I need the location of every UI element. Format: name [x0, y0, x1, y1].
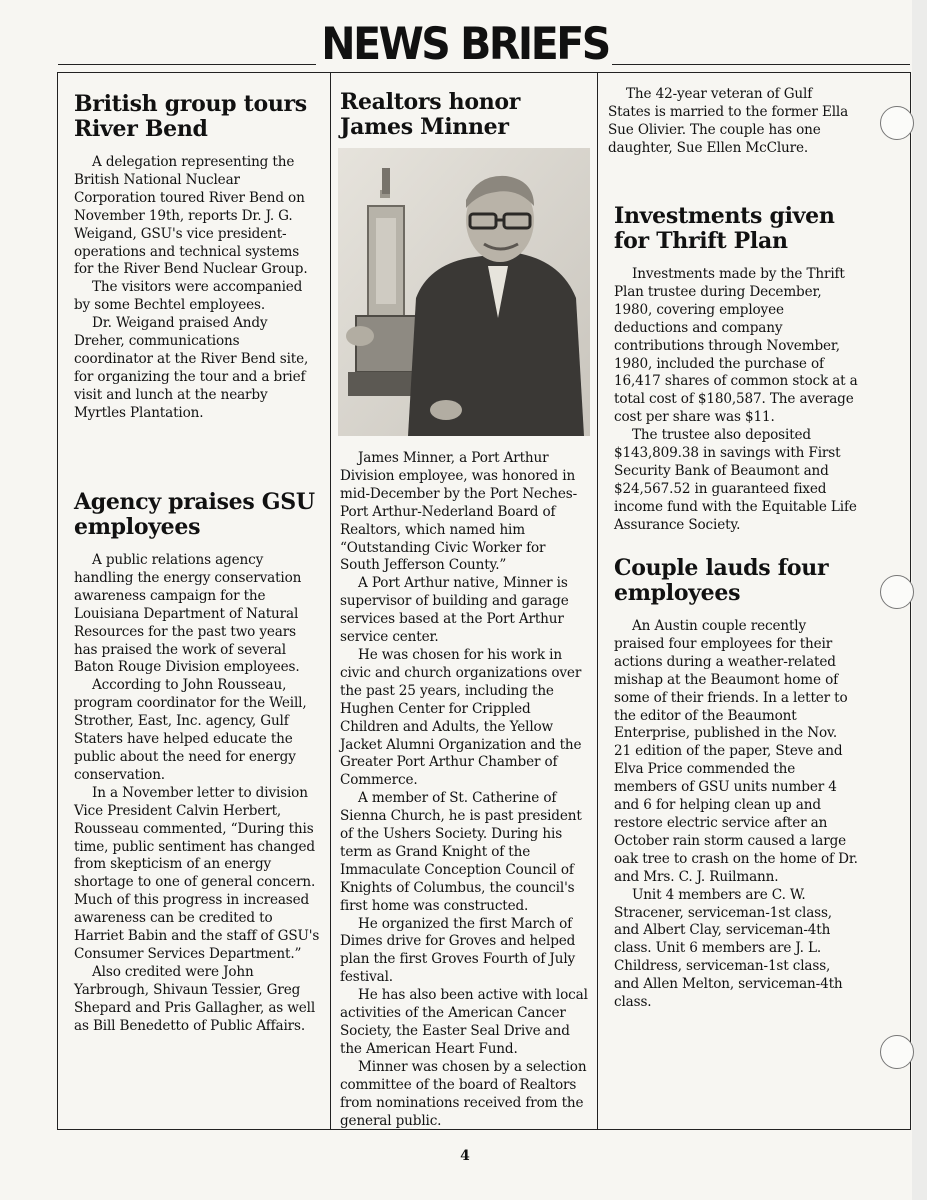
paragraph: Also credited were John Yarbrough, Shivaun Tessier, Greg Shepard and Pris Gallagher, as well as Bill Benedetto of Public Affairs.: [74, 963, 316, 1034]
article-river-bend: [74, 92, 320, 423]
headline-agency: Agency praises GSU employees: [74, 489, 315, 540]
paragraph: In a November letter to division Vice President Calvin Herbert, Rousseau commented, “During this time, public sentiment has changed from skepticism of an energy shortage to one of general concern. Much of this progress in increased awareness can be credited to Harriet Babin and the staff of GSU's Consumer Services Department.”: [74, 784, 320, 962]
paragraph: A public relations agency handling the energy conservation awareness campaign for the Louisiana Department of Natural Resources for the past two years has praised the work of several Baton Rouge Division employees.: [74, 552, 302, 676]
page-number: 4: [460, 1148, 470, 1164]
paragraph: Dr. Weigand praised Andy Dreher, communications coordinator at the River Bend site, for organizing the tour and a brief visit and lunch at the nearby Myrtles Plantation.: [74, 315, 309, 421]
article-body: [74, 154, 320, 423]
article-body: [74, 552, 320, 1035]
paragraph: A Port Arthur native, Minner is supervisor of building and garage services based at the Port Arthur service center.: [340, 575, 569, 646]
article-realtors-continued: [608, 86, 854, 158]
photo-james-minner: [338, 148, 590, 436]
page-edge: [912, 0, 927, 1200]
paragraph: The 42-year veteran of Gulf States is married to the former Ella Sue Olivier. The couple has one daughter, Sue Ellen McClure.: [608, 86, 849, 156]
paragraph: The visitors were accompanied by some Bechtel employees.: [74, 279, 303, 314]
masthead: [0, 18, 927, 70]
binder-hole-bottom: [880, 1035, 914, 1069]
column-3: [608, 86, 854, 158]
binder-hole-middle: [880, 575, 914, 609]
article-realtors: [340, 90, 588, 1130]
column-1-lower: [74, 490, 320, 1035]
column-1: [74, 92, 320, 423]
column-2: [340, 90, 588, 1130]
article-thrift: [614, 204, 858, 535]
column-3-middle: [614, 204, 858, 535]
paragraph: According to John Rousseau, program coordinator for the Weill, Strother, East, Inc. agency, Gulf Staters have helped educate the public about the need for energy conservation.: [74, 677, 307, 783]
paragraph: A delegation representing the British National Nuclear Corporation toured River Bend on November 19th, reports Dr. J. G. Weigand, GSU's vice president-operations and technical systems for the River Bend Nuclear Group.: [74, 154, 308, 278]
column-3-lower: [614, 556, 858, 1012]
masthead-rule-right: [612, 64, 910, 65]
headline-couple: Couple lauds four employees: [614, 555, 829, 606]
masthead-rule-left: [58, 64, 316, 65]
photo-illustration: [338, 148, 590, 436]
article-agency: [74, 490, 320, 1035]
article-body: [614, 618, 858, 1012]
paragraph: An Austin couple recently praised four employees for their actions during a weather-related mishap at the Beaumont home of some of their friends. In a letter to the editor of the Beaumont Enterprise, published in the Nov. 21 edition of the paper, Steve and Elva Price commended the members of GSU units number 4 and 6 for helping clean up and restore electric service after an October rain storm caused a large oak tree to crash on the home of Dr. and Mrs. C. J. Ruilmann.: [614, 618, 858, 885]
paragraph: Minner was chosen by a selection committee of the board of Realtors from nominations received from the general public.: [340, 1058, 587, 1129]
paragraph: He organized the first March of Dimes drive for Groves and helped plan the first Groves Fourth of July festival.: [340, 915, 576, 986]
article-couple: [614, 556, 858, 1012]
paragraph: He has also been active with local activities of the American Cancer Society, the Easter Seal Drive and the American Heart Fund.: [340, 987, 588, 1057]
headline-river-bend: British group tours River Bend: [74, 91, 307, 142]
paragraph: He was chosen for his work in civic and church organizations over the past 25 years, including the Hughen Center for Crippled Children and Adults, the Yellow Jacket Alumni Organization and the Greater Port Arthur Chamber of Commerce.: [340, 646, 582, 789]
masthead-title: NEWS BRIEFS: [321, 18, 609, 70]
article-body: [614, 266, 858, 535]
paragraph: Unit 4 members are C. W. Stracener, serviceman-1st class, and Albert Clay, serviceman-4th class. Unit 6 members are J. L. Childress, serviceman-1st class, and Allen Melton, serviceman-4th class.: [614, 886, 843, 1011]
paragraph: A member of St. Catherine of Sienna Church, he is past president of the Ushers Society. During his term as Grand Knight of the Immaculate Conception Council of Knights of Columbus, the council's first home was constructed.: [340, 790, 582, 914]
column-divider-1: [330, 72, 331, 1130]
headline-thrift: Investments given for Thrift Plan: [614, 203, 835, 254]
paragraph: Investments made by the Thrift Plan trustee during December, 1980, covering employee deductions and company contributions through November, 1980, included the purchase of 16,417 shares of common stock at a total cost of $180,587. The average cost per share was $11.: [614, 266, 858, 426]
headline-realtors: Realtors honor James Minner: [340, 89, 521, 140]
article-body: [340, 450, 588, 1130]
paragraph: James Minner, a Port Arthur Division employee, was honored in mid-December by the Port Neches-Port Arthur-Nederland Board of Realtors, which named him “Outstanding Civic Worker for South Jefferson County.”: [340, 450, 578, 574]
paragraph: The trustee also deposited $143,809.38 in savings with First Security Bank of Beaumont and $24,567.52 in guaranteed fixed income fund with the Equitable Life Assurance Society.: [614, 427, 857, 533]
column-divider-2: [597, 72, 598, 1130]
binder-hole-top: [880, 106, 914, 140]
